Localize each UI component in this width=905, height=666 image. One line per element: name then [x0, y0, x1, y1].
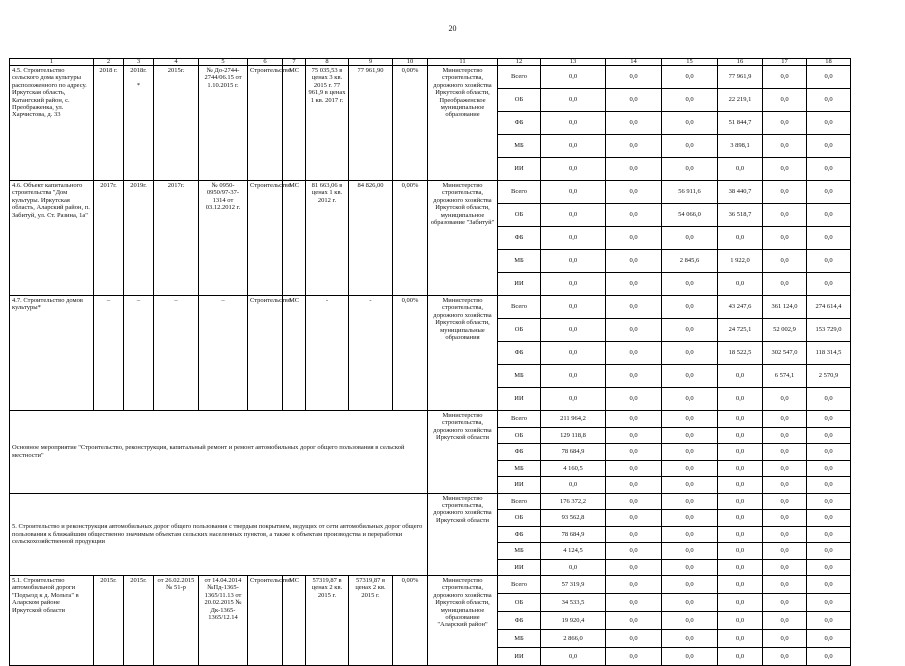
amount-cell: 0,0	[763, 648, 807, 666]
amount-cell: 0,0	[807, 388, 851, 411]
amount-cell: 0,0	[662, 273, 718, 296]
source-label: ИИ	[498, 559, 541, 576]
estimated-cost-cell: 57319,87 в ценах 2 кв. 2015 г.	[306, 576, 349, 666]
amount-cell: 0,0	[718, 388, 763, 411]
source-label: ОБ	[498, 89, 541, 112]
amount-cell: 77 961,9	[718, 66, 763, 89]
readiness-cell: 0,00%	[393, 576, 428, 666]
amount-cell: 0,0	[662, 543, 718, 560]
amount-cell: 51 844,7	[718, 112, 763, 135]
amount-cell: 0,0	[807, 510, 851, 527]
estimated-cost-cell: 75 035,53 в ценах 3 кв. 2015 г. 77 961,9 в ценах 1 кв. 2017 г.	[306, 66, 349, 181]
amount-cell: 0,0	[807, 493, 851, 510]
amount-cell: 0,0	[662, 388, 718, 411]
design-date-cell: 2017г.	[154, 181, 199, 296]
amount-cell: 0,0	[718, 444, 763, 461]
amount-cell: 0,0	[606, 250, 662, 273]
object-name-cell: 4.6. Объект капитального строительства "Дом культуры. Иркутская область, Аларский район, п. Забитуй, ул. Ст. Разина, 1а"	[10, 181, 94, 296]
amount-cell: 0,0	[541, 365, 606, 388]
amount-cell: 0,0	[807, 460, 851, 477]
amount-cell: 0,0	[763, 576, 807, 594]
amount-cell: 0,0	[807, 66, 851, 89]
object-name-cell: 5.1. Строительство автомобильной дороги "Подъезд к д. Мольта" в Аларском районе Иркутской области	[10, 576, 94, 666]
amount-cell: 0,0	[763, 158, 807, 181]
amount-cell: 118 314,5	[807, 342, 851, 365]
amount-cell: 0,0	[606, 296, 662, 319]
amount-cell: 153 729,0	[807, 319, 851, 342]
amount-cell: 0,0	[662, 296, 718, 319]
remaining-cost-cell: 77 961,90	[349, 66, 393, 181]
amount-cell: 0,0	[662, 576, 718, 594]
amount-cell: 0,0	[807, 411, 851, 428]
end-year-value: 2015г.	[130, 577, 147, 584]
source-label: ОБ	[498, 319, 541, 342]
table-row	[10, 411, 851, 428]
amount-cell: 0,0	[662, 444, 718, 461]
design-date-cell: 2015г.	[154, 66, 199, 181]
column-number: 14	[606, 59, 662, 66]
amount-cell: 0,0	[807, 630, 851, 648]
amount-cell: 0,0	[763, 273, 807, 296]
amount-cell: 0,0	[606, 365, 662, 388]
amount-cell: 0,0	[662, 89, 718, 112]
amount-cell: 0,0	[606, 181, 662, 204]
column-number: 5	[199, 59, 248, 66]
amount-cell: 0,0	[718, 543, 763, 560]
amount-cell: 0,0	[718, 493, 763, 510]
amount-cell: 0,0	[807, 594, 851, 612]
table-row	[10, 66, 851, 89]
amount-cell: 0,0	[807, 273, 851, 296]
amount-cell: 0,0	[807, 477, 851, 494]
amount-cell: 22 219,1	[718, 89, 763, 112]
design-date-cell: от 26.02.2015 № 51-р	[154, 576, 199, 666]
column-number: 6	[248, 59, 283, 66]
amount-cell: 0,0	[662, 227, 718, 250]
amount-cell: 0,0	[606, 227, 662, 250]
source-label: Всего	[498, 493, 541, 510]
amount-cell: 0,0	[807, 444, 851, 461]
amount-cell: 0,0	[606, 112, 662, 135]
amount-cell: 0,0	[763, 543, 807, 560]
column-number: 15	[662, 59, 718, 66]
amount-cell: 0,0	[541, 112, 606, 135]
readiness-cell: 0,00%	[393, 296, 428, 411]
amount-cell: 0,0	[807, 227, 851, 250]
source-label: МБ	[498, 250, 541, 273]
amount-cell: 0,0	[662, 112, 718, 135]
amount-cell: 0,0	[763, 510, 807, 527]
responsible-cell: Министерство строительства, дорожного хозяйства Иркутской области	[428, 411, 498, 494]
group-title-cell: 5. Строительство и реконструкция автомобильных дорог общего пользования с твердым покрытием, ведущих от сети автомобильных дорог общего пользования к ближайшим общественно значимым объектам сельских населенных пунктов, а также к объектам производства и переработки сельскохозяйственной продукции	[10, 493, 428, 576]
amount-cell: 0,0	[662, 648, 718, 666]
executor-cell: МС	[283, 576, 306, 666]
responsible-cell: Министерство строительства, дорожного хозяйства Иркутской области	[428, 493, 498, 576]
end-year-cell	[124, 576, 154, 666]
amount-cell: 0,0	[606, 477, 662, 494]
amount-cell: 0,0	[718, 612, 763, 630]
amount-cell: 0,0	[541, 158, 606, 181]
amount-cell: 0,0	[662, 342, 718, 365]
amount-cell: 0,0	[662, 510, 718, 527]
amount-cell: 0,0	[606, 89, 662, 112]
amount-cell: 0,0	[763, 181, 807, 204]
amount-cell: 0,0	[606, 444, 662, 461]
amount-cell: 0,0	[718, 477, 763, 494]
amount-cell: 0,0	[662, 493, 718, 510]
amount-cell: 0,0	[662, 559, 718, 576]
work-type-cell: Строительство	[248, 66, 283, 181]
amount-cell: 0,0	[541, 204, 606, 227]
responsible-cell: Министерство строительства, дорожного хозяйства Иркутской области, муниципальное образование "Забитуй"	[428, 181, 498, 296]
amount-cell: 0,0	[606, 510, 662, 527]
amount-cell: 0,0	[541, 648, 606, 666]
amount-cell: 38 440,7	[718, 181, 763, 204]
amount-cell: 0,0	[606, 594, 662, 612]
table-row	[10, 181, 851, 204]
amount-cell: 0,0	[763, 477, 807, 494]
work-type-cell: Строительство	[248, 576, 283, 666]
amount-cell: 34 533,5	[541, 594, 606, 612]
amount-cell: 0,0	[763, 612, 807, 630]
amount-cell: 0,0	[763, 427, 807, 444]
amount-cell: 0,0	[662, 477, 718, 494]
amount-cell: 0,0	[541, 477, 606, 494]
amount-cell: 1 922,0	[718, 250, 763, 273]
amount-cell: 0,0	[606, 319, 662, 342]
amount-cell: 0,0	[718, 411, 763, 428]
amount-cell: 0,0	[606, 342, 662, 365]
column-number: 11	[428, 59, 498, 66]
estimated-cost-cell: -	[306, 296, 349, 411]
object-name-cell: 4.7. Строительство домов культуры*	[10, 296, 94, 411]
amount-cell: 0,0	[718, 273, 763, 296]
column-number: 8	[306, 59, 349, 66]
amount-cell: 0,0	[541, 388, 606, 411]
amount-cell: 18 522,5	[718, 342, 763, 365]
amount-cell: 0,0	[763, 250, 807, 273]
amount-cell: 0,0	[662, 135, 718, 158]
end-year-value: 2019г.	[130, 182, 147, 189]
expertise-cell: от 14.04.2014 №Пд-1365-1365/11.13 от 20.02.2015 № Дк-1365-1365/12.14	[199, 576, 248, 666]
amount-cell: 0,0	[763, 66, 807, 89]
source-label: ОБ	[498, 594, 541, 612]
amount-cell: 0,0	[763, 444, 807, 461]
amount-cell: 0,0	[606, 612, 662, 630]
amount-cell: 54 066,0	[662, 204, 718, 227]
amount-cell: 6 574,1	[763, 365, 807, 388]
amount-cell: 0,0	[807, 526, 851, 543]
amount-cell: 0,0	[807, 89, 851, 112]
source-label: ФБ	[498, 227, 541, 250]
column-number: 18	[807, 59, 851, 66]
amount-cell: 0,0	[807, 250, 851, 273]
amount-cell: 0,0	[662, 365, 718, 388]
amount-cell: 4 160,5	[541, 460, 606, 477]
remaining-cost-cell: -	[349, 296, 393, 411]
start-year-cell: 2015г.	[94, 576, 124, 666]
amount-cell: 0,0	[807, 559, 851, 576]
source-label: ФБ	[498, 612, 541, 630]
source-label: МБ	[498, 460, 541, 477]
amount-cell: 78 684,9	[541, 526, 606, 543]
amount-cell: 0,0	[662, 158, 718, 181]
source-label: ИИ	[498, 158, 541, 181]
amount-cell: 0,0	[606, 648, 662, 666]
column-number: 9	[349, 59, 393, 66]
amount-cell: 0,0	[606, 158, 662, 181]
amount-cell: 0,0	[763, 493, 807, 510]
source-label: МБ	[498, 543, 541, 560]
start-year-cell: 2017г.	[94, 181, 124, 296]
amount-cell: 0,0	[606, 427, 662, 444]
amount-cell: 274 614,4	[807, 296, 851, 319]
amount-cell: 0,0	[763, 135, 807, 158]
amount-cell: 0,0	[807, 427, 851, 444]
estimated-cost-cell: 81 663,06 в ценах 1 кв. 2012 г.	[306, 181, 349, 296]
amount-cell: 0,0	[807, 576, 851, 594]
amount-cell: 129 118,8	[541, 427, 606, 444]
amount-cell: 43 247,6	[718, 296, 763, 319]
source-label: Всего	[498, 181, 541, 204]
amount-cell: 0,0	[606, 135, 662, 158]
amount-cell: 0,0	[763, 89, 807, 112]
executor-cell: МС	[283, 296, 306, 411]
source-label: МБ	[498, 630, 541, 648]
amount-cell: 0,0	[606, 460, 662, 477]
amount-cell: 0,0	[541, 250, 606, 273]
expertise-cell: –	[199, 296, 248, 411]
column-number: 1	[10, 59, 94, 66]
amount-cell: 0,0	[541, 135, 606, 158]
amount-cell: 78 684,9	[541, 444, 606, 461]
header-row	[10, 59, 851, 66]
end-year-value: 2018г.	[130, 67, 147, 74]
source-label: ИИ	[498, 477, 541, 494]
amount-cell: 56 911,6	[662, 181, 718, 204]
amount-cell: 0,0	[807, 648, 851, 666]
amount-cell: 0,0	[718, 648, 763, 666]
column-number: 13	[541, 59, 606, 66]
start-year-cell: 2018 г.	[94, 66, 124, 181]
amount-cell: 0,0	[763, 204, 807, 227]
amount-cell: 0,0	[662, 594, 718, 612]
amount-cell: 0,0	[718, 526, 763, 543]
design-date-cell: –	[154, 296, 199, 411]
amount-cell: 0,0	[718, 158, 763, 181]
source-label: Всего	[498, 576, 541, 594]
amount-cell: 0,0	[763, 630, 807, 648]
amount-cell: 2 845,6	[662, 250, 718, 273]
table-row	[10, 493, 851, 510]
amount-cell: 0,0	[807, 612, 851, 630]
column-number: 10	[393, 59, 428, 66]
amount-cell: 0,0	[718, 460, 763, 477]
table-row	[10, 576, 851, 594]
amount-cell: 2 866,0	[541, 630, 606, 648]
amount-cell: 176 372,2	[541, 493, 606, 510]
amount-cell: 0,0	[807, 158, 851, 181]
amount-cell: 0,0	[807, 543, 851, 560]
amount-cell: 0,0	[606, 273, 662, 296]
amount-cell: 0,0	[662, 460, 718, 477]
source-label: ОБ	[498, 427, 541, 444]
amount-cell: 0,0	[541, 559, 606, 576]
executor-cell: МС	[283, 181, 306, 296]
source-label: Всего	[498, 296, 541, 319]
amount-cell: 0,0	[718, 576, 763, 594]
amount-cell: 0,0	[606, 630, 662, 648]
expertise-cell: № 0950-0950/97-37-1314 от 03.12.2012 г.	[199, 181, 248, 296]
amount-cell: 0,0	[807, 112, 851, 135]
amount-cell: 0,0	[718, 365, 763, 388]
work-type-cell: Строительство	[248, 181, 283, 296]
responsible-cell: Министерство строительства, дорожного хозяйства Иркутской области, муниципальное образование "Аларский район"	[428, 576, 498, 666]
remaining-cost-cell: 57319,87 в ценах 2 кв. 2015 г.	[349, 576, 393, 666]
source-label: Всего	[498, 66, 541, 89]
amount-cell: 0,0	[763, 112, 807, 135]
amount-cell: 0,0	[606, 526, 662, 543]
amount-cell: 0,0	[763, 227, 807, 250]
amount-cell: 0,0	[606, 543, 662, 560]
amount-cell: 302 547,0	[763, 342, 807, 365]
column-number: 7	[283, 59, 306, 66]
amount-cell: 0,0	[541, 319, 606, 342]
source-label: ИИ	[498, 388, 541, 411]
amount-cell: 0,0	[662, 66, 718, 89]
responsible-cell: Министерство строительства, дорожного хозяйства Иркутской области, муниципальные образования	[428, 296, 498, 411]
amount-cell: 0,0	[718, 510, 763, 527]
group-title-cell: Основное мероприятие "Строительство, реконструкция, капитальный ремонт и ремонт автомобильных дорог общего пользования в сельской местности"	[10, 411, 428, 494]
end-year-value: –	[136, 297, 141, 304]
amount-cell: 0,0	[662, 526, 718, 543]
executor-cell: МС	[283, 66, 306, 181]
column-number: 3	[124, 59, 154, 66]
amount-cell: 0,0	[718, 559, 763, 576]
amount-cell: 3 898,1	[718, 135, 763, 158]
source-label: ИИ	[498, 273, 541, 296]
column-number: 16	[718, 59, 763, 66]
program-table	[9, 58, 851, 666]
amount-cell: 0,0	[606, 493, 662, 510]
readiness-cell: 0,00%	[393, 181, 428, 296]
amount-cell: 0,0	[606, 66, 662, 89]
object-name-cell: 4.5. Строительство сельского дома культуры расположенного по адресу. Иркутская область, Катангский район, с. Преображенка, ул. Харчистова, д. 33	[10, 66, 94, 181]
remaining-cost-cell: 84 826,00	[349, 181, 393, 296]
amount-cell: 0,0	[541, 66, 606, 89]
amount-cell: 2 570,9	[807, 365, 851, 388]
amount-cell: 0,0	[763, 559, 807, 576]
source-label: ОБ	[498, 204, 541, 227]
amount-cell: 0,0	[662, 427, 718, 444]
amount-cell: 0,0	[807, 181, 851, 204]
source-label: МБ	[498, 365, 541, 388]
start-year-cell: –	[94, 296, 124, 411]
amount-cell: 0,0	[662, 411, 718, 428]
amount-cell: 52 002,9	[763, 319, 807, 342]
amount-cell: 0,0	[541, 181, 606, 204]
amount-cell: 19 920,4	[541, 612, 606, 630]
amount-cell: 211 964,2	[541, 411, 606, 428]
amount-cell: 0,0	[541, 296, 606, 319]
amount-cell: 0,0	[763, 526, 807, 543]
amount-cell: 0,0	[606, 559, 662, 576]
source-label: ФБ	[498, 444, 541, 461]
column-number: 12	[498, 59, 541, 66]
readiness-cell: 0,00%	[393, 66, 428, 181]
amount-cell: 0,0	[718, 594, 763, 612]
amount-cell: 0,0	[763, 411, 807, 428]
footnote-mark: *	[136, 82, 141, 90]
amount-cell: 0,0	[662, 612, 718, 630]
amount-cell: 0,0	[606, 388, 662, 411]
amount-cell: 0,0	[541, 227, 606, 250]
column-number: 17	[763, 59, 807, 66]
source-label: ФБ	[498, 342, 541, 365]
amount-cell: 0,0	[662, 319, 718, 342]
source-label: ОБ	[498, 510, 541, 527]
source-label: ФБ	[498, 526, 541, 543]
column-number: 2	[94, 59, 124, 66]
amount-cell: 0,0	[541, 273, 606, 296]
amount-cell: 0,0	[718, 630, 763, 648]
responsible-cell: Министерство строительства, дорожного хозяйства Иркутской области, Преображенское муниципальное образование	[428, 66, 498, 181]
amount-cell: 0,0	[718, 427, 763, 444]
amount-cell: 0,0	[763, 388, 807, 411]
source-label: ИИ	[498, 648, 541, 666]
end-year-cell	[124, 296, 154, 411]
column-number: 4	[154, 59, 199, 66]
source-label: ФБ	[498, 112, 541, 135]
amount-cell: 0,0	[807, 204, 851, 227]
table-row	[10, 296, 851, 319]
amount-cell: 57 319,9	[541, 576, 606, 594]
source-label: МБ	[498, 135, 541, 158]
work-type-cell: Строительство	[248, 296, 283, 411]
amount-cell: 24 725,1	[718, 319, 763, 342]
end-year-cell	[124, 66, 154, 181]
amount-cell: 0,0	[662, 630, 718, 648]
amount-cell: 0,0	[541, 342, 606, 365]
amount-cell: 36 518,7	[718, 204, 763, 227]
amount-cell: 361 124,0	[763, 296, 807, 319]
amount-cell: 0,0	[606, 576, 662, 594]
expertise-cell: № До-2744-2744/06.15 от 1.10.2015 г.	[199, 66, 248, 181]
amount-cell: 0,0	[807, 135, 851, 158]
amount-cell: 0,0	[541, 89, 606, 112]
page-number: 20	[448, 24, 457, 33]
amount-cell: 0,0	[718, 227, 763, 250]
amount-cell: 0,0	[606, 411, 662, 428]
amount-cell: 93 562,8	[541, 510, 606, 527]
amount-cell: 0,0	[763, 594, 807, 612]
amount-cell: 0,0	[606, 204, 662, 227]
amount-cell: 4 124,5	[541, 543, 606, 560]
amount-cell: 0,0	[763, 460, 807, 477]
source-label: Всего	[498, 411, 541, 428]
end-year-cell	[124, 181, 154, 296]
